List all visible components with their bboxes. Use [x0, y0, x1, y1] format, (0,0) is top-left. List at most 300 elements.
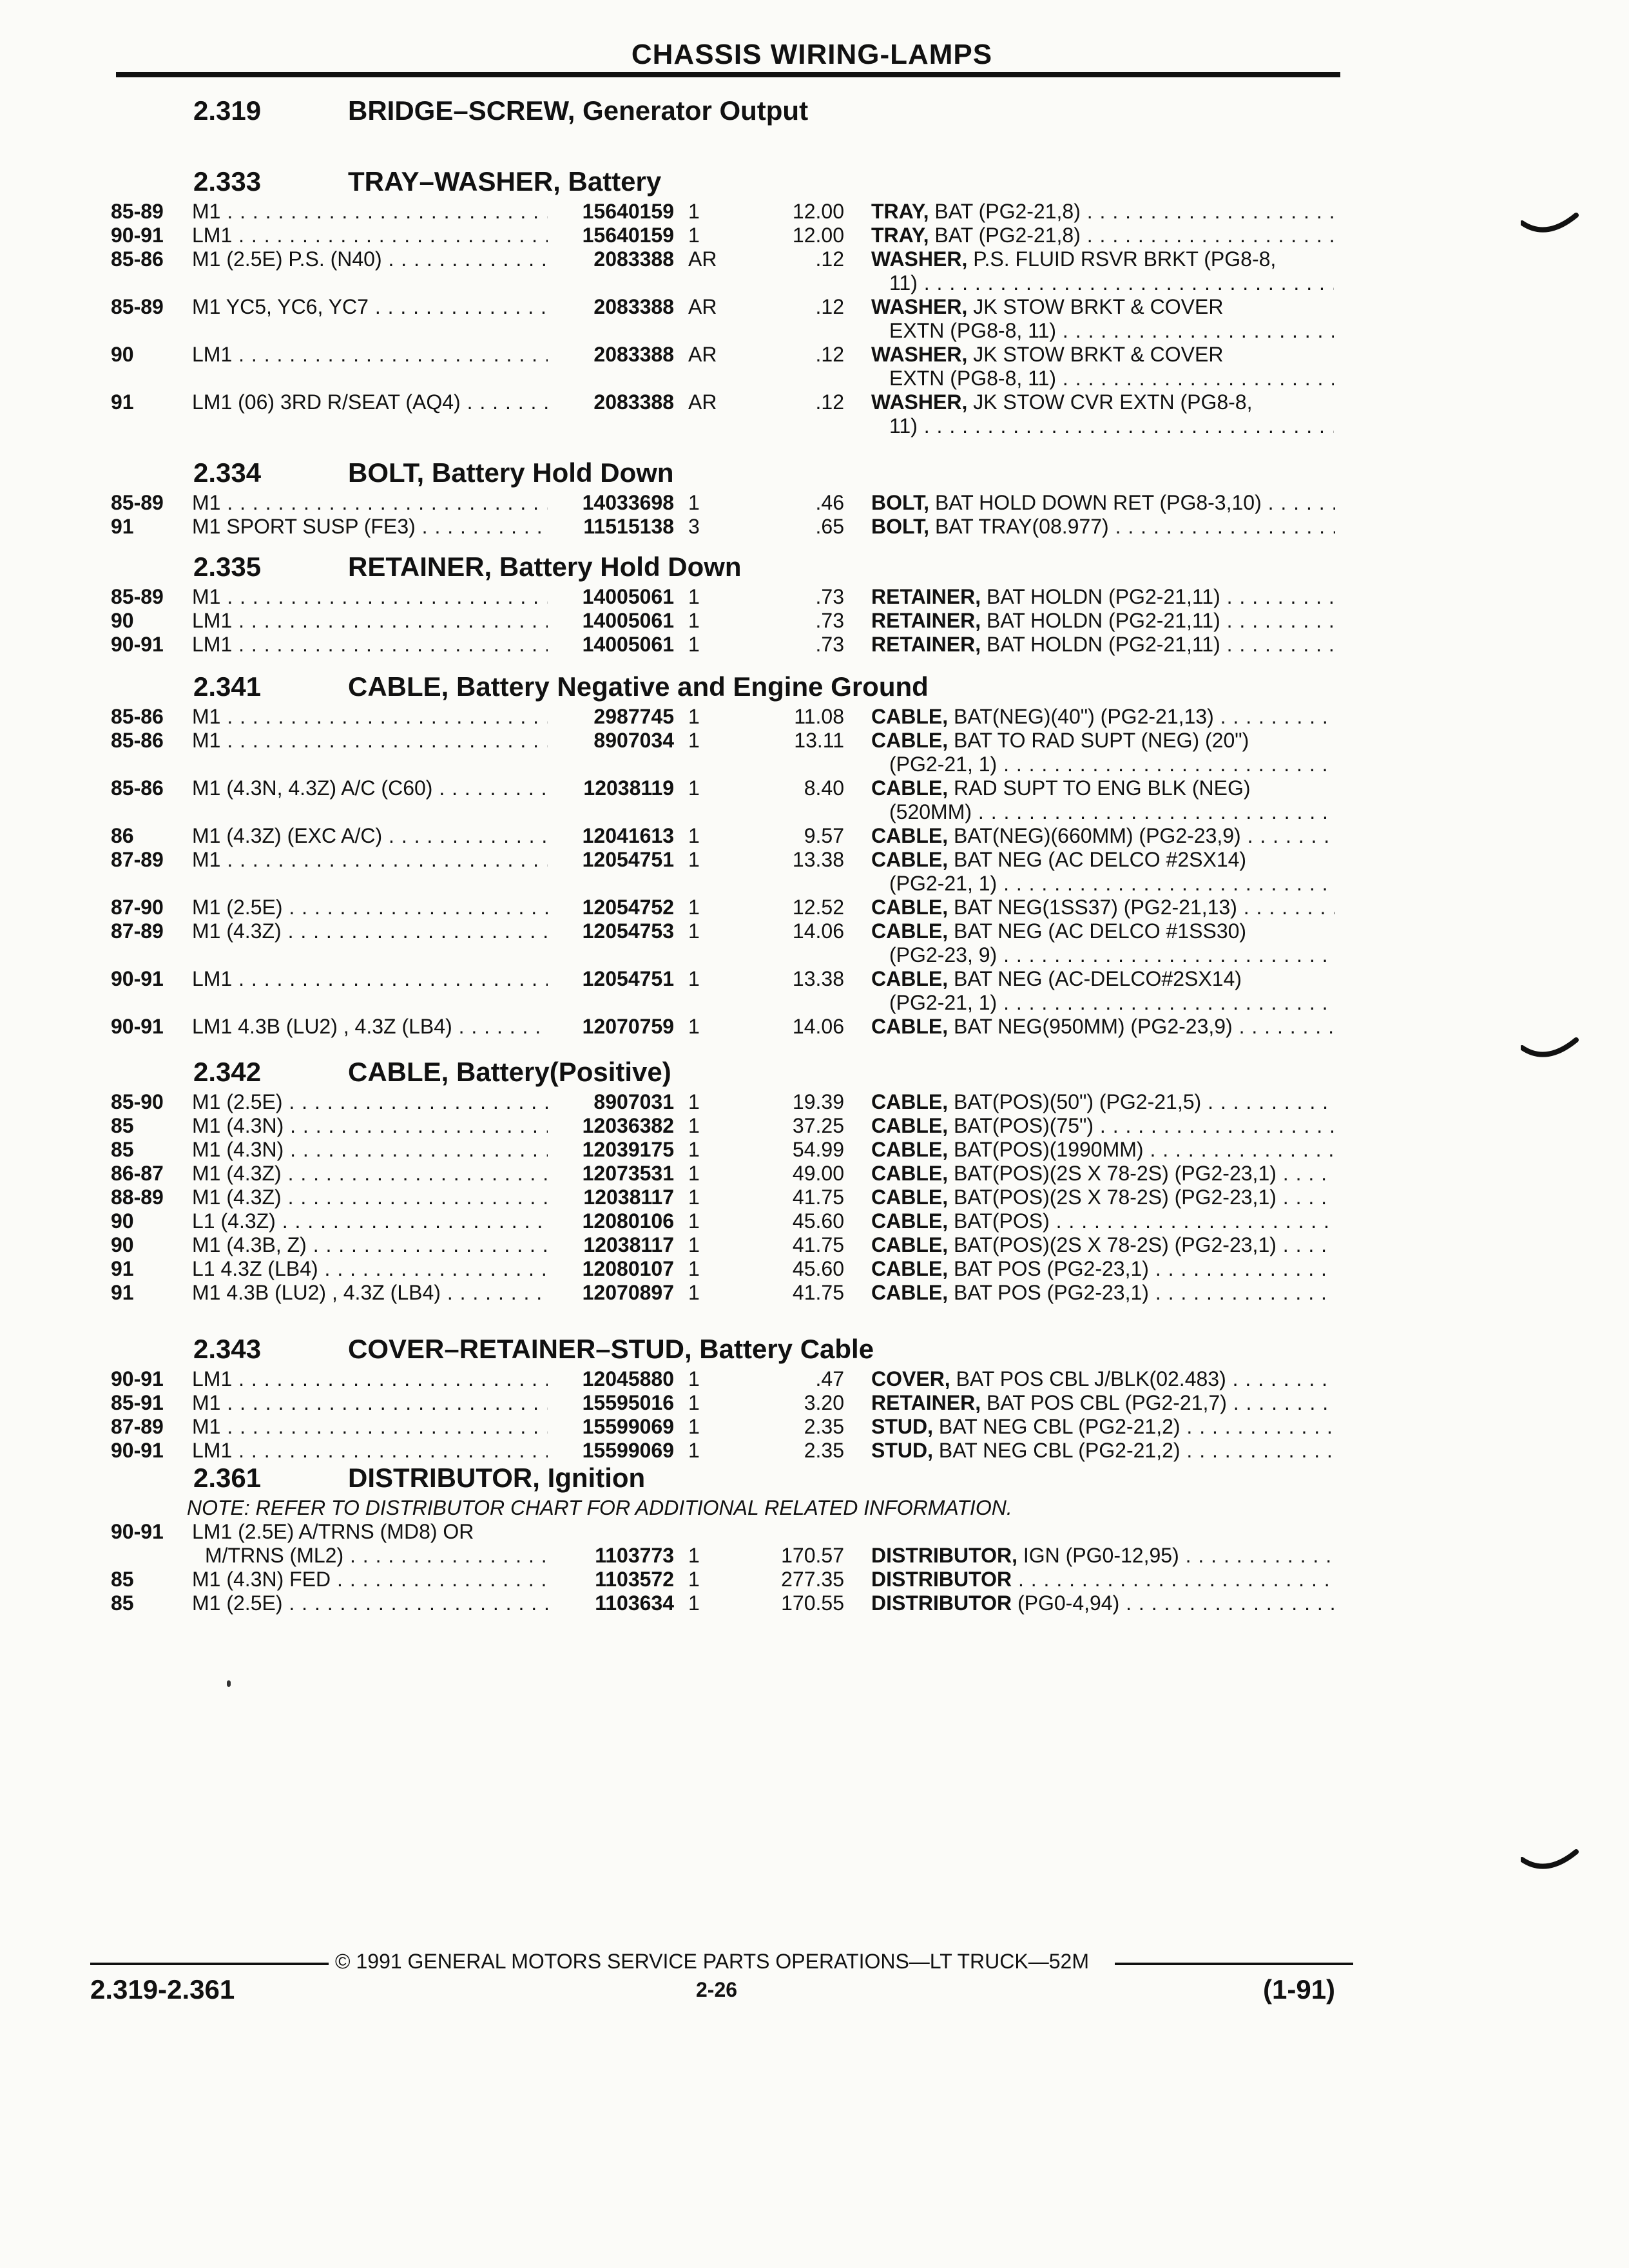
part-number: 1103773: [548, 1544, 674, 1567]
quantity: 1: [688, 1391, 700, 1414]
price: 13.38: [792, 848, 844, 871]
table-row: [0, 1257, 1629, 1280]
table-row: [0, 515, 1629, 538]
part-description: [871, 295, 1335, 318]
model-code: M1 . . .: [192, 1415, 553, 1438]
description-continuation: 11) . . .: [889, 271, 1334, 294]
model-year: 85-86: [111, 776, 164, 800]
description-text: BAT(POS)(2S X 78-2S) (PG2-23,1): [948, 1162, 1277, 1185]
description-keyword: CABLE,: [871, 896, 949, 919]
part-description: [871, 1281, 1335, 1304]
part-number: 12070759: [548, 1015, 674, 1038]
description-text: BAT NEG (AC DELCO #2SX14): [948, 848, 1247, 871]
price: 14.06: [792, 1015, 844, 1038]
part-description: [871, 1367, 1335, 1390]
quantity: 1: [688, 824, 700, 847]
description-continued: [0, 319, 1629, 342]
part-description: [871, 343, 1335, 366]
section-title: BOLT, Battery Hold Down: [348, 457, 674, 488]
price: 49.00: [792, 1162, 844, 1185]
model-code: M1 (2.5E) . . .: [192, 896, 553, 919]
page-title: CHASSIS WIRING-LAMPS: [631, 39, 993, 70]
table-row: [0, 633, 1629, 656]
description-continued: [0, 414, 1629, 437]
table-row: [0, 224, 1629, 247]
price: 11.08: [794, 705, 844, 728]
price: .12: [815, 295, 844, 318]
model-code: LM1 . . .: [192, 1367, 553, 1390]
table-row: [0, 295, 1629, 318]
model-code: M1 . . .: [192, 705, 553, 728]
part-number: 12054753: [548, 919, 674, 943]
description-keyword: CABLE,: [871, 824, 949, 847]
part-description: [871, 896, 1335, 919]
table-row: [0, 1209, 1629, 1233]
quantity: 1: [688, 1015, 700, 1038]
model-year: 87-90: [111, 896, 164, 919]
table-row: [0, 967, 1629, 990]
part-description: [871, 224, 1335, 247]
part-description: [871, 848, 1335, 871]
section-number: 2.361: [193, 1463, 262, 1493]
part-description: [871, 1415, 1335, 1438]
section-title: TRAY–WASHER, Battery: [348, 166, 662, 197]
model-year: 85-86: [111, 705, 164, 728]
description-text: BAT NEG CBL (PG2-21,2): [933, 1439, 1181, 1462]
price: 41.75: [792, 1186, 844, 1209]
description-keyword: CABLE,: [871, 1233, 949, 1256]
model-year: 90-91: [111, 1520, 164, 1543]
price: 45.60: [792, 1257, 844, 1280]
section-number: 2.342: [193, 1057, 262, 1087]
quantity: 1: [688, 1186, 700, 1209]
scan-speck: [227, 1680, 231, 1687]
table-row-continued: [0, 1544, 1629, 1567]
model-code: M1 (2.5E) P.S. (N40) . . .: [192, 247, 553, 271]
description-keyword: STUD,: [871, 1439, 933, 1462]
quantity: 1: [688, 1090, 700, 1113]
model-year: 90: [111, 1233, 134, 1256]
table-row: [0, 390, 1629, 414]
part-description: [871, 609, 1335, 632]
header-rule: [116, 72, 1340, 77]
description-keyword: CABLE,: [871, 1090, 949, 1113]
table-row: [0, 585, 1629, 608]
description-text: RAD SUPT TO ENG BLK (NEG): [948, 776, 1251, 800]
quantity: 1: [688, 848, 700, 871]
description-text: BAT(POS)(50") (PG2-21,5): [948, 1090, 1202, 1113]
description-text: BAT NEG CBL (PG2-21,2): [933, 1415, 1181, 1438]
part-description: [871, 1138, 1335, 1161]
model-year: 90-91: [111, 633, 164, 656]
description-continued: [0, 991, 1629, 1014]
quantity: 1: [688, 1209, 700, 1233]
description-keyword: BOLT,: [871, 515, 930, 538]
description-continuation: (520MM) . . .: [889, 800, 1334, 823]
table-row: [0, 729, 1629, 752]
section-number: 2.341: [193, 671, 262, 702]
section-number: 2.334: [193, 457, 262, 488]
section-title: COVER–RETAINER–STUD, Battery Cable: [348, 1334, 874, 1364]
description-text: BAT(POS)(2S X 78-2S) (PG2-23,1): [948, 1186, 1277, 1209]
part-number: 12080107: [548, 1257, 674, 1280]
model-year: 90-91: [111, 224, 164, 247]
part-description: [871, 1209, 1335, 1233]
part-description: [871, 919, 1335, 943]
table-row: [0, 200, 1629, 223]
quantity: 1: [688, 1162, 700, 1185]
model-year: 85-86: [111, 247, 164, 271]
model-code: M1 (4.3Z) . . .: [192, 1186, 553, 1209]
description-continuation: EXTN (PG8-8, 11) . . .: [889, 319, 1334, 342]
price: 13.11: [794, 729, 844, 752]
part-description: [871, 1015, 1335, 1038]
price: 54.99: [792, 1138, 844, 1161]
section-number: 2.335: [193, 552, 262, 582]
model-code: LM1 . . .: [192, 609, 553, 632]
table-row: [0, 1568, 1629, 1591]
description-continuation: (PG2-21, 1) . . .: [889, 872, 1334, 895]
price: 12.00: [792, 200, 844, 223]
table-row: [0, 1415, 1629, 1438]
description-text: BAT TO RAD SUPT (NEG) (20"): [948, 729, 1249, 752]
description-text: JK STOW BRKT & COVER: [967, 343, 1224, 366]
section-title: BRIDGE–SCREW, Generator Output: [348, 95, 809, 126]
model-code: M1 . . .: [192, 491, 553, 514]
description-keyword: CABLE,: [871, 705, 949, 728]
description-text: BAT HOLD DOWN RET (PG8-3,10): [929, 491, 1262, 514]
part-description: [871, 729, 1335, 752]
description-text: (PG0-4,94): [1012, 1591, 1120, 1615]
description-keyword: WASHER,: [871, 247, 968, 271]
quantity: AR: [688, 295, 717, 318]
description-keyword: WASHER,: [871, 295, 968, 318]
part-number: 14005061: [548, 633, 674, 656]
model-year: 86: [111, 824, 134, 847]
table-row: [0, 1114, 1629, 1137]
model-code: M1 (4.3N) FED . . .: [192, 1568, 553, 1591]
table-row: [0, 1186, 1629, 1209]
part-description: [871, 585, 1335, 608]
price: .47: [815, 1367, 844, 1390]
price: 3.20: [804, 1391, 844, 1414]
price: .73: [815, 585, 844, 608]
description-text: BAT NEG (AC-DELCO#2SX14): [948, 967, 1242, 990]
part-number: 2987745: [548, 705, 674, 728]
model-year: 85: [111, 1568, 134, 1591]
model-code: M1 4.3B (LU2) , 4.3Z (LB4) . . .: [192, 1281, 553, 1304]
description-keyword: CABLE,: [871, 776, 949, 800]
quantity: 1: [688, 1138, 700, 1161]
part-number: 12038117: [548, 1186, 674, 1209]
part-number: 12054751: [548, 967, 674, 990]
part-number: 8907034: [548, 729, 674, 752]
description-keyword: CABLE,: [871, 1257, 949, 1280]
table-row: [0, 705, 1629, 728]
model-year: 85-89: [111, 200, 164, 223]
model-year: 87-89: [111, 919, 164, 943]
model-code: M1 . . .: [192, 729, 553, 752]
model-code: LM1 . . .: [192, 1439, 553, 1462]
description-text: BAT HOLDN (PG2-21,11): [981, 633, 1220, 656]
quantity: 1: [688, 1233, 700, 1256]
model-year: 91: [111, 390, 134, 414]
model-year: 85-86: [111, 729, 164, 752]
model-code: LM1 . . .: [192, 343, 553, 366]
footer-section-range: 2.319-2.361: [90, 1974, 235, 2004]
part-number: 12039175: [548, 1138, 674, 1161]
table-row: [0, 1591, 1629, 1615]
model-code: L1 (4.3Z) . . .: [192, 1209, 553, 1233]
table-row: [0, 609, 1629, 632]
model-year: 90-91: [111, 1439, 164, 1462]
model-year: 90: [111, 343, 134, 366]
part-description: [871, 1233, 1335, 1256]
part-description: [871, 247, 1335, 271]
part-description: [871, 515, 1335, 538]
quantity: 1: [688, 609, 700, 632]
section-note: NOTE: REFER TO DISTRIBUTOR CHART FOR ADDITIONAL RELATED INFORMATION.: [187, 1496, 1012, 1519]
description-text: BAT(POS): [948, 1209, 1050, 1233]
part-number: 15599069: [548, 1415, 674, 1438]
table-row: [0, 896, 1629, 919]
part-description: [871, 1544, 1335, 1567]
table-row: [0, 1162, 1629, 1185]
model-code: M1 (4.3B, Z) . . .: [192, 1233, 553, 1256]
price: 12.00: [792, 224, 844, 247]
price: .65: [815, 515, 844, 538]
quantity: 1: [688, 1114, 700, 1137]
description-text: JK STOW CVR EXTN (PG8-8,: [967, 390, 1253, 414]
table-row: [0, 1090, 1629, 1113]
part-description: [871, 390, 1335, 414]
part-number: 12036382: [548, 1114, 674, 1137]
description-keyword: DISTRIBUTOR,: [871, 1544, 1017, 1567]
price: 2.35: [804, 1439, 844, 1462]
description-keyword: RETAINER,: [871, 633, 981, 656]
description-continued: [0, 367, 1629, 390]
quantity: 1: [688, 896, 700, 919]
model-code: M1 (2.5E) . . .: [192, 1591, 553, 1615]
quantity: 1: [688, 729, 700, 752]
table-row: [0, 1281, 1629, 1304]
part-number: 15640159: [548, 200, 674, 223]
description-keyword: CABLE,: [871, 967, 949, 990]
table-row: [0, 1015, 1629, 1038]
table-row: [0, 1439, 1629, 1462]
price: 2.35: [804, 1415, 844, 1438]
footer-page-number: 2-26: [696, 1978, 738, 2001]
part-description: [871, 1162, 1335, 1185]
part-number: 15599069: [548, 1439, 674, 1462]
description-keyword: WASHER,: [871, 390, 968, 414]
part-number: 12070897: [548, 1281, 674, 1304]
price: 45.60: [792, 1209, 844, 1233]
description-text: IGN (PG0-12,95): [1017, 1544, 1179, 1567]
binder-mark-icon: [1521, 213, 1579, 245]
price: 14.06: [792, 919, 844, 943]
part-description: [871, 1257, 1335, 1280]
part-description: [871, 1114, 1335, 1137]
part-number: 14005061: [548, 609, 674, 632]
model-year: 85-89: [111, 295, 164, 318]
section-title: RETAINER, Battery Hold Down: [348, 552, 742, 582]
model-year: 90-91: [111, 967, 164, 990]
quantity: 1: [688, 919, 700, 943]
description-text: BAT POS CBL J/BLK(02.483): [950, 1367, 1226, 1390]
description-text: JK STOW BRKT & COVER: [967, 295, 1224, 318]
footer-revision-date: (1-91): [1263, 1974, 1336, 2004]
model-code: LM1 4.3B (LU2) , 4.3Z (LB4) . . .: [192, 1015, 553, 1038]
part-number: 12038119: [548, 776, 674, 800]
part-description: [871, 633, 1335, 656]
model-year: 88-89: [111, 1186, 164, 1209]
description-continuation: (PG2-21, 1) . . .: [889, 991, 1334, 1014]
description-text: BAT POS (PG2-23,1): [948, 1257, 1149, 1280]
table-row: [0, 1520, 1629, 1543]
quantity: 1: [688, 491, 700, 514]
model-code: LM1 . . .: [192, 967, 553, 990]
description-keyword: CABLE,: [871, 919, 949, 943]
description-keyword: CABLE,: [871, 1281, 949, 1304]
description-keyword: DISTRIBUTOR: [871, 1568, 1012, 1591]
quantity: 1: [688, 705, 700, 728]
part-description: [871, 200, 1335, 223]
model-year: 85: [111, 1591, 134, 1615]
description-text: BAT HOLDN (PG2-21,11): [981, 585, 1220, 608]
description-continued: [0, 753, 1629, 776]
model-code: LM1 (2.5E) A/TRNS (MD8) OR: [192, 1520, 474, 1543]
binder-mark-icon: [1521, 1849, 1579, 1881]
footer-rule-left: [90, 1963, 329, 1965]
table-row: [0, 1138, 1629, 1161]
model-year: 90-91: [111, 1367, 164, 1390]
model-code: LM1 (06) 3RD R/SEAT (AQ4) . . .: [192, 390, 553, 414]
model-year: 85-89: [111, 585, 164, 608]
table-row: [0, 824, 1629, 847]
table-row: [0, 343, 1629, 366]
description-text: BAT NEG(1SS37) (PG2-21,13): [948, 896, 1237, 919]
model-code: M1 (2.5E) . . .: [192, 1090, 553, 1113]
description-continuation: (PG2-23, 9) . . .: [889, 943, 1334, 966]
model-year: 91: [111, 1257, 134, 1280]
description-text: BAT (PG2-21,8): [929, 200, 1081, 223]
description-keyword: WASHER,: [871, 343, 968, 366]
part-number: 2083388: [548, 295, 674, 318]
description-keyword: RETAINER,: [871, 1391, 981, 1414]
price: 41.75: [792, 1233, 844, 1256]
section-title: CABLE, Battery Negative and Engine Ground: [348, 671, 929, 702]
part-number: 1103572: [548, 1568, 674, 1591]
part-number: 15640159: [548, 224, 674, 247]
description-keyword: CABLE,: [871, 1114, 949, 1137]
model-year: 86-87: [111, 1162, 164, 1185]
description-keyword: CABLE,: [871, 1162, 949, 1185]
description-text: BAT(POS)(75"): [948, 1114, 1094, 1137]
part-description: [871, 1186, 1335, 1209]
table-row: [0, 1391, 1629, 1414]
model-code: M1 (4.3N) . . .: [192, 1114, 553, 1137]
description-text: BAT(NEG)(40") (PG2-21,13): [948, 705, 1214, 728]
part-number: 14033698: [548, 491, 674, 514]
model-code: M1 . . .: [192, 200, 553, 223]
quantity: 1: [688, 224, 700, 247]
table-row: [0, 848, 1629, 871]
model-year: 85-90: [111, 1090, 164, 1113]
part-description: [871, 1439, 1335, 1462]
model-code: M1 SPORT SUSP (FE3) . . .: [192, 515, 553, 538]
description-keyword: CABLE,: [871, 848, 949, 871]
description-keyword: RETAINER,: [871, 609, 981, 632]
quantity: 1: [688, 1415, 700, 1438]
price: .73: [815, 633, 844, 656]
quantity: AR: [688, 247, 717, 271]
model-year: 85: [111, 1138, 134, 1161]
quantity: 1: [688, 585, 700, 608]
model-code: LM1 . . .: [192, 633, 553, 656]
price: .12: [815, 343, 844, 366]
model-code: M1 . . .: [192, 1391, 553, 1414]
part-description: [871, 491, 1335, 514]
model-year: 90: [111, 1209, 134, 1233]
model-year: 90: [111, 609, 134, 632]
description-keyword: DISTRIBUTOR: [871, 1591, 1012, 1615]
description-continued: [0, 271, 1629, 294]
model-code: M1 (4.3N, 4.3Z) A/C (C60) . . .: [192, 776, 553, 800]
model-code: M1 (4.3N) . . .: [192, 1138, 553, 1161]
part-number: 2083388: [548, 247, 674, 271]
part-number: 12073531: [548, 1162, 674, 1185]
part-description: [871, 824, 1335, 847]
model-year: 91: [111, 515, 134, 538]
price: 8.40: [804, 776, 844, 800]
description-continuation: EXTN (PG8-8, 11) . . .: [889, 367, 1334, 390]
model-code: LM1 . . .: [192, 224, 553, 247]
table-row: [0, 247, 1629, 271]
price: .12: [815, 247, 844, 271]
footer-rule-right: [1115, 1963, 1353, 1965]
description-text: BAT(POS)(1990MM): [948, 1138, 1144, 1161]
description-keyword: CABLE,: [871, 1209, 949, 1233]
model-year: 85-91: [111, 1391, 164, 1414]
model-year: 91: [111, 1281, 134, 1304]
description-continued: [0, 800, 1629, 823]
price: 170.57: [781, 1544, 844, 1567]
quantity: AR: [688, 343, 717, 366]
table-row: [0, 1367, 1629, 1390]
model-code: M1 (4.3Z) . . .: [192, 1162, 553, 1185]
description-keyword: TRAY,: [871, 224, 929, 247]
part-number: 1103634: [548, 1591, 674, 1615]
quantity: 3: [688, 515, 700, 538]
section-number: 2.333: [193, 166, 262, 197]
part-description: [871, 1591, 1335, 1615]
description-keyword: CABLE,: [871, 1138, 949, 1161]
part-description: [871, 1090, 1335, 1113]
model-code-continued: M/TRNS (ML2) . . .: [205, 1544, 553, 1567]
quantity: 1: [688, 776, 700, 800]
model-code: M1 (4.3Z) . . .: [192, 919, 553, 943]
quantity: 1: [688, 967, 700, 990]
description-keyword: TRAY,: [871, 200, 929, 223]
quantity: 1: [688, 200, 700, 223]
description-continued: [0, 872, 1629, 895]
part-description: [871, 1568, 1335, 1591]
price: 19.39: [792, 1090, 844, 1113]
part-description: [871, 967, 1335, 990]
description-continued: [0, 943, 1629, 966]
description-keyword: COVER,: [871, 1367, 950, 1390]
